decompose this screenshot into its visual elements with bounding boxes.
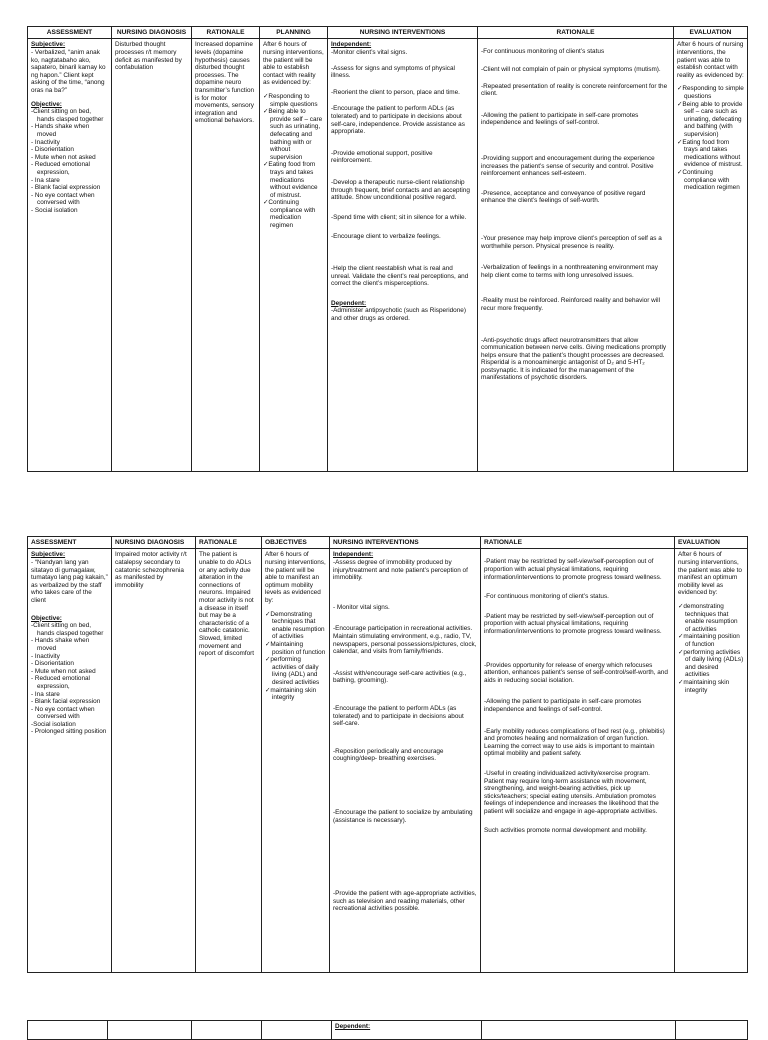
rationale-item: -Client will not complain of pain or physical symptoms (mutism). xyxy=(481,66,661,73)
intervention: -Assist with/encourage self-care activities (e.g., bathing, grooming). xyxy=(333,669,467,685)
diagnosis-cell: Impaired motor activity r/t catalepsy secondary to catatonic schezophrenia as manifested by immobility xyxy=(112,549,196,973)
table-header-row xyxy=(28,537,748,549)
subjective-text: - “Nandyan lang yan sitatayo di gumagalaw, tumatayo lang pag kakain,” as verbalized by the staff who takes care of the client xyxy=(31,559,108,604)
list-item: - Inactivity xyxy=(31,652,60,660)
rationale-cell: The patient is unable to do ADLs or any activity due alteration in the connections of neurons. Impaired motor activity is not a disease in itself but may be a characteristic of a catholic catatonic. Slowed, limited movement and report of discomfort xyxy=(196,549,262,973)
col-header: NURSING DIAGNOSIS xyxy=(112,27,192,39)
intervention: -Reorient the client to person, place and time. xyxy=(331,88,460,96)
col-header: NURSING INTERVENTIONS xyxy=(330,537,481,549)
intervention: -Help the client reestablish what is real and unreal. Validate the client’s real perceptions, and correct the client’s misperceptions. xyxy=(331,264,469,288)
care-plan-table-3 xyxy=(27,1020,748,1040)
check-item: ✓ maintaining skin integrity xyxy=(265,687,326,702)
check-item: ✓ maintaining skin integrity xyxy=(678,679,744,694)
list-item: - Ina stare xyxy=(31,176,60,184)
intervention: -Encourage client to verbalize feelings. xyxy=(331,233,441,241)
col-header: EVALUATION xyxy=(675,537,748,549)
col-header: NURSING INTERVENTIONS xyxy=(328,27,478,39)
table-header-row xyxy=(28,27,748,39)
intervention: - Monitor vital signs. xyxy=(333,603,390,611)
list-item: - Hands shake when moved xyxy=(31,637,90,652)
evaluation-cell xyxy=(675,549,748,973)
intervention: -Spend time with client; sit in silence for a while. xyxy=(331,213,467,221)
check-item: ✓ performing activities of daily living (ADL) and desired activities xyxy=(265,656,326,686)
rationale-item: -For continuous monitoring of client’s status. xyxy=(484,593,609,601)
independent-heading: Independent: xyxy=(331,41,372,49)
intervention: -Encourage the patient to socialize by ambulating (assistance is necessary). xyxy=(333,808,473,824)
intervention: -Encourage participation in recreational activities. Maintain stimulating environment, e.g., radio, TV, newspapers, personal possessions/pictures, clock, calendar, and visits from family/friends. xyxy=(333,625,477,656)
interventions-cell xyxy=(328,39,478,472)
col-header: OBJECTIVES xyxy=(262,537,330,549)
check-item: ✓ Eating food from trays and takes medications without evidence of mistrust. xyxy=(263,161,324,199)
table-cell xyxy=(482,1021,676,1040)
list-item: - Reduced emotional expression, xyxy=(31,675,90,690)
intervention: -Encourage the patient to perform ADLs (as tolerated) and to participate in decisions about self-care. xyxy=(333,704,464,728)
diagnosis-cell: Disturbed thought processes r/t memory deficit as manifested by confabulation xyxy=(112,39,192,472)
list-item: - Mute when not asked xyxy=(31,667,96,675)
rationale-cell xyxy=(478,39,674,472)
check-item: ✓ Responding to simple questions xyxy=(677,85,744,100)
list-item: -Client sitting on bed, hands clasped together xyxy=(31,108,104,123)
col-header: PLANNING xyxy=(260,27,328,39)
intervention: -Provide the patient with age-appropriate activities, such as television and reading materials, other recreational activities possible. xyxy=(333,890,477,913)
check-item: ✓ performing activities of daily living (ADLs) and desired activities xyxy=(678,649,744,679)
list-item: - Disorientation xyxy=(31,146,74,154)
table-cell xyxy=(28,1021,108,1040)
rationale-item: -Reality must be reinforced. Reinforced reality and behavior will recur more frequently. xyxy=(481,297,661,312)
check-item: ✓ Eating food from trays and takes medications without evidence of mistrust. xyxy=(677,139,744,169)
dependent-heading: Dependent: xyxy=(331,299,367,307)
check-item: ✓ Being able to provide self – care such as urinating, defecating and bathing (with supervision) xyxy=(677,101,744,139)
table-cell xyxy=(108,1021,192,1040)
rationale-cell: Increased dopamine levels (dopamine hypothesis) causes disturbed thought processes. The dopamine neuro transmitter’s function is for motor movements, sensory integration and emotional behaviors. xyxy=(192,39,260,472)
care-plan-table-1 xyxy=(27,26,748,472)
list-item: - Inactivity xyxy=(31,138,60,146)
subjective-text: - Verbalized, “anim anak ko, nagtatabaho ako, sapatero, binaril kamay ko ng hapon.” Client kept asking of the time, “anong oras na ba?” xyxy=(31,49,106,94)
independent-heading: Independent: xyxy=(333,551,374,559)
list-item: - Reduced emotional expression, xyxy=(31,161,90,176)
col-header: RATIONALE xyxy=(192,27,260,39)
rationale-item: -Useful in creating individualized activity/exercise program. Patient may require long-term assistance with movement, strengthening, and weight-bearing activities, pick up sticks/teachers; special eating utensils. Ambulation promotes feelings of independence and increases the likelihood that the patient will socialize and engage in age-appropriate activities. xyxy=(484,769,659,815)
rationale-item: -Patient may be restricted by self-view/self-perception out of proportion with actual physical limitations, requiring information/interventions to promote progress toward wellness. xyxy=(484,558,662,581)
intervention: -Assess for signs and symptoms of physical illness. xyxy=(331,64,455,80)
rationale-item: -Providing support and encouragement during the experience increases the patient’s sense of security and control. Positive reinforcement enhances self-esteem. xyxy=(481,154,655,178)
rationale-item: -Your presence may help improve client’s perception of self as a worthwhile person. Physical presence is reality. xyxy=(481,234,662,250)
list-item: - No eye contact when conversed with xyxy=(31,191,95,207)
list-item: - Prolonged sitting position xyxy=(31,728,107,736)
col-header: RATIONALE xyxy=(481,537,675,549)
objectives-cell xyxy=(262,549,330,973)
assessment-cell xyxy=(28,39,112,472)
col-header: ASSESSMENT xyxy=(28,537,112,549)
list-item: - Blank facial expression xyxy=(31,698,101,706)
dependent-heading: Dependent: xyxy=(335,1023,371,1030)
col-header: EVALUATION xyxy=(674,27,748,39)
rationale-item: -Presence, acceptance and conveyance of positive regard enhance the client’s feelings of self-worth. xyxy=(481,189,646,205)
evaluation-intro: After 6 hours of nursing interventions, the patient was able to manifest an optimum mobility level as evidenced by: xyxy=(678,551,742,597)
table-row xyxy=(28,39,748,472)
objective-list xyxy=(31,108,108,214)
col-header: ASSESSMENT xyxy=(28,27,112,39)
intervention: -Assess degree of immobility produced by injury/treatment and note patient’s perception of immobility. xyxy=(333,559,468,582)
list-item: -Social isolation xyxy=(31,720,76,728)
list-item: - Mute when not asked xyxy=(31,153,96,161)
intervention: -Monitor client’s vital signs. xyxy=(331,49,408,56)
rationale-item: -For continuous monitoring of client’s status xyxy=(481,48,605,56)
list-item: - Hands shake when moved xyxy=(31,123,90,138)
rationale-item: Such activities promote normal development and mobility. xyxy=(484,827,647,835)
check-item: ✓ Maintaining position of function xyxy=(265,641,326,656)
objective-heading: Objective: xyxy=(31,100,62,108)
rationale-item: -Repeated presentation of reality is concrete reinforcement for the client. xyxy=(481,82,668,98)
rationale-item: -Patient may be restricted by self-view/self-perception out of proportion with actual physical limitations, requiring information/interventions to promote progress toward wellness. xyxy=(484,612,662,635)
list-item: - Ina stare xyxy=(31,690,60,698)
table-cell xyxy=(262,1021,332,1040)
list-item: - Social isolation xyxy=(31,206,78,214)
rationale-item: -Verbalization of feelings in a nonthreatening environment may help client come to terms with long unresolved issues. xyxy=(481,264,658,279)
evaluation-intro: After 6 hours of nursing interventions, the patient was able to establish contact with reality as evidenced by: xyxy=(677,41,744,79)
rationale-item: -Allowing the patient to participate in self-care promotes independence and feelings of self-control. xyxy=(481,111,639,127)
table-cell xyxy=(192,1021,262,1040)
objectives-intro: After 6 hours of nursing interventions, the patient will be able to manifest an optimum mobility levels as evidenced by: xyxy=(265,551,326,604)
intervention: -Provide emotional support, positive reinforcement. xyxy=(331,149,433,165)
rationale-cell xyxy=(481,549,675,973)
intervention: -Administer antipsychotic (such as Risperidone) and other drugs as ordered. xyxy=(331,307,466,322)
list-item: - Blank facial expression xyxy=(31,184,101,192)
objective-heading: Objective: xyxy=(31,614,62,622)
interventions-cell xyxy=(330,549,481,973)
intervention: -Encourage the patient to perform ADLs (as tolerated) and to participate in decisions about self-care, independence. Provide assistance as appropriate. xyxy=(331,105,465,136)
table-row xyxy=(28,549,748,973)
evaluation-cell xyxy=(674,39,748,472)
table-cell xyxy=(676,1021,748,1040)
col-header: RATIONALE xyxy=(196,537,262,549)
check-item: ✓ Continuing compliance with medication regimen xyxy=(263,199,324,229)
subjective-heading: Subjective: xyxy=(31,41,66,49)
rationale-item: -Provides opportunity for release of energy which refocuses attention, enhances patient’s sense of self-control/self-worth, and aids in reducing social isolation. xyxy=(484,661,668,684)
rationale-item: -Early mobility reduces complications of bed rest (e.g., phlebitis) and promotes healing and normalization of organ function. Learning the correct way to use aids is important to maintain optimal mobility and patient safety. xyxy=(484,727,665,758)
subjective-heading: Subjective: xyxy=(31,551,66,559)
list-item: - No eye contact when conversed with xyxy=(31,705,95,721)
planning-cell xyxy=(260,39,328,472)
check-item: ✓ Being able to provide self – care such as urinating, defecating and bathing with or without supervision xyxy=(263,108,324,161)
objective-list xyxy=(31,622,108,736)
check-item: ✓ Demonstrating techniques that enable resumption of activities xyxy=(265,611,326,641)
check-item: ✓ demonstrating techniques that enable resumption of activities xyxy=(678,603,744,633)
col-header: RATIONALE xyxy=(478,27,674,39)
check-item: ✓ Responding to simple questions xyxy=(263,93,324,108)
rationale-item: -Anti-psychotic drugs affect neurotransmitters that allow communication between nerve cells. Giving medications promptly helps ensure that the patient’s thought processes are decreased. Risperidal is a monoaminergic antagonist of D₂ and 5-HT₂ postsynaptic. It is indicated for the management of the manifestations of psychotic disorders. xyxy=(481,336,667,382)
care-plan-table-2 xyxy=(27,536,748,973)
check-item: ✓ Continuing compliance with medication regimen xyxy=(677,169,744,192)
table-cell xyxy=(332,1021,482,1040)
check-item: ✓ maintaining position of function xyxy=(678,633,744,648)
planning-intro: After 6 hours of nursing interventions, the patient will be able to establish contact with reality as evidenced by: xyxy=(263,41,324,87)
table-row xyxy=(28,1021,748,1040)
rationale-item: -Allowing the patient to participate in self-care promotes independence and feelings of self-control. xyxy=(484,698,642,713)
intervention: -Reposition periodically and encourage coughing/deep- breathing exercises. xyxy=(333,747,444,763)
intervention: -Develop a therapeutic nurse-client relationship through frequent, brief contacts and an accepting attitude. Show unconditional positive regard. xyxy=(331,178,470,202)
col-header: NURSING DIAGNOSIS xyxy=(112,537,196,549)
assessment-cell xyxy=(28,549,112,973)
list-item: -Client sitting on bed, hands clasped together xyxy=(31,622,104,637)
list-item: - Disorientation xyxy=(31,660,74,668)
